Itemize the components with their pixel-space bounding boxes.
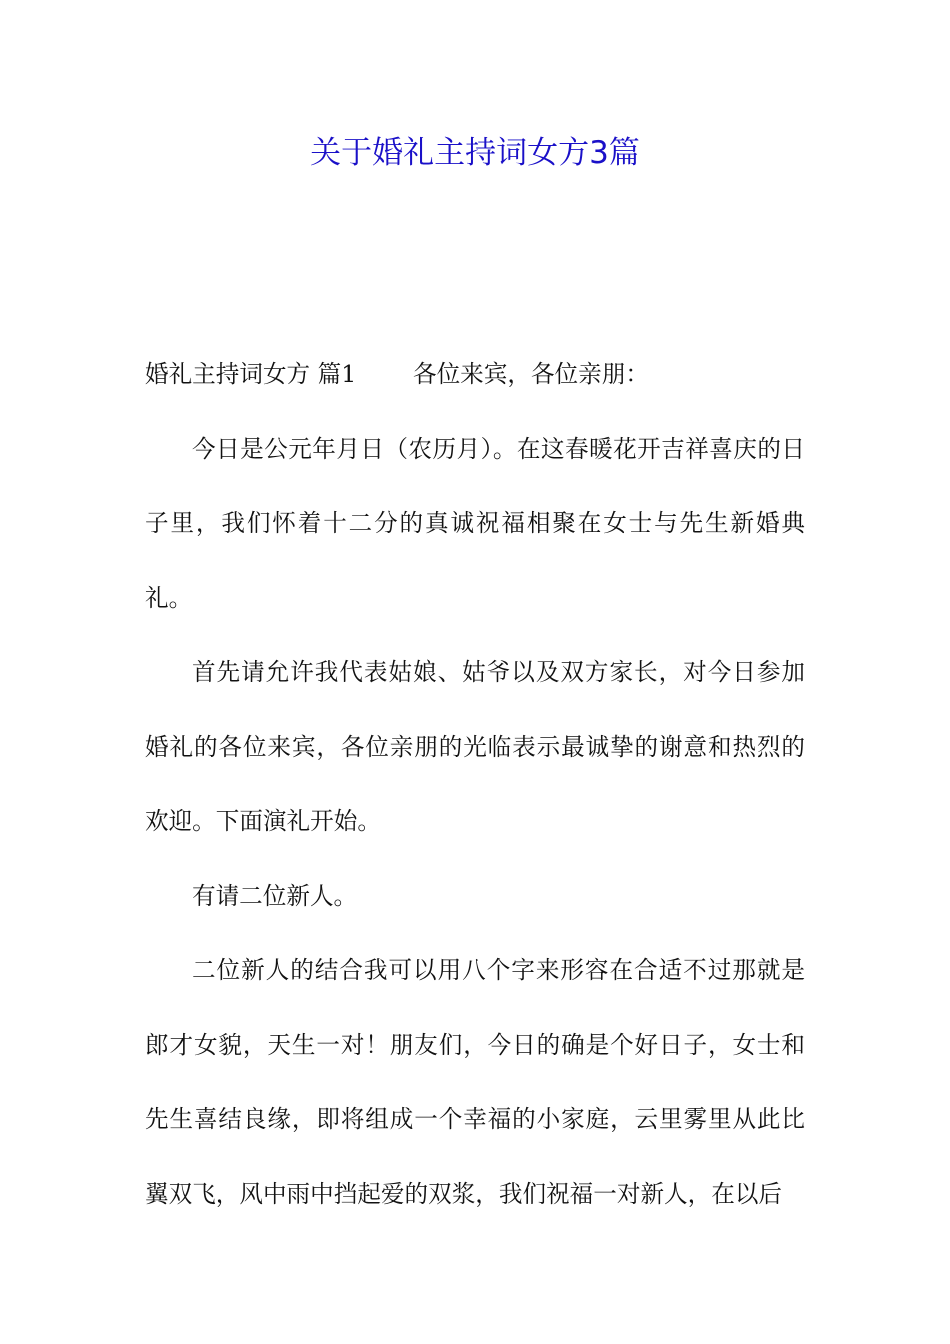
section-heading-line — [145, 337, 805, 412]
document-body — [145, 337, 805, 1231]
document-title: 关于婚礼主持词女方3篇 — [310, 135, 640, 171]
paragraph: 首先请允许我代表姑娘、姑爷以及双方家长，对今日参加婚礼的各位来宾，各位亲朋的光临表示最诚挚的谢意和热烈的欢迎。下面演礼开始。 — [145, 658, 805, 835]
paragraph: 有请二位新人。 — [192, 881, 358, 910]
section-heading: 婚礼主持词女方 篇1 — [145, 360, 357, 388]
paragraph: 今日是公元年月日（农历月）。在这春暖花开吉祥喜庆的日子里，我们怀着十二分的真诚祝福相聚在女士与先生新婚典礼。 — [145, 434, 805, 612]
paragraph: 二位新人的结合我可以用八个字来形容在合适不过那就是郎才女貌，天生一对！朋友们，今日的确是个好日子，女士和先生喜结良缘，即将组成一个幸福的小家庭，云里雾里从此比翼双飞，风中雨中挡起爱的双浆，我们祝福一对新人，在以后 — [145, 956, 805, 1208]
greeting: 各位来宾，各位亲朋： — [413, 360, 649, 388]
